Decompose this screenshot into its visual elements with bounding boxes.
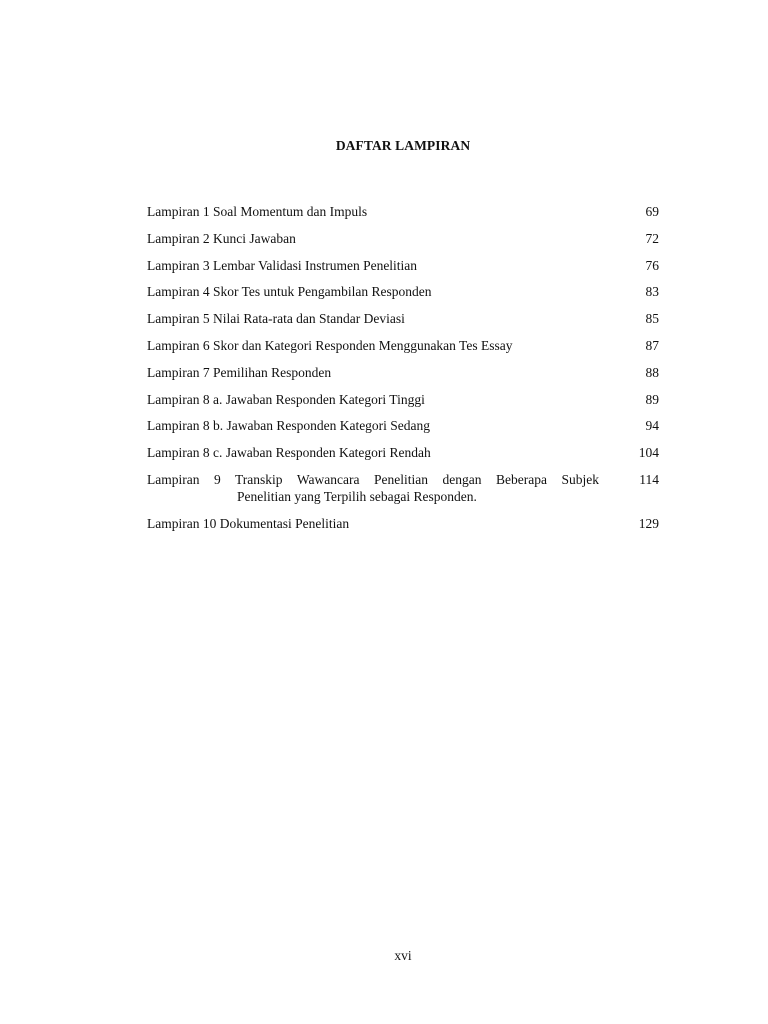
list-item (147, 310, 659, 327)
entry-page-number: 76 (645, 257, 659, 273)
entry-label: Lampiran 3 Lembar Validasi Instrumen Penelitian (147, 257, 418, 273)
list-item (147, 364, 659, 381)
entry-page-number: 87 (645, 337, 659, 353)
list-item (147, 471, 659, 505)
entry-label: Lampiran 7 Pemilihan Responden (147, 364, 332, 380)
entry-page-number: 114 (639, 471, 659, 487)
entry-page-number: 94 (645, 418, 659, 434)
list-item (147, 515, 659, 532)
list-item (147, 230, 659, 247)
page-footer-number: xvi (394, 948, 412, 963)
entry-page-number: 129 (638, 515, 659, 531)
entry-label: Lampiran 1 Soal Momentum dan Impuls (147, 204, 368, 219)
list-item (147, 417, 659, 434)
entry-label: Lampiran 6 Skor dan Kategori Responden Menggunakan Tes Essay (147, 337, 513, 353)
entry-label: Lampiran 4 Skor Tes untuk Pengambilan Responden (147, 284, 432, 300)
entry-label: Lampiran 10 Dokumentasi Penelitian (147, 515, 350, 531)
appendix-list (147, 203, 659, 542)
entry-page-number: 83 (645, 284, 659, 300)
entry-page-number: 85 (645, 311, 659, 327)
list-item (147, 391, 659, 408)
entry-label: Lampiran 8 b. Jawaban Responden Kategori Sedang (147, 418, 431, 434)
entry-page-number: 104 (638, 445, 659, 461)
entry-label: Lampiran 2 Kunci Jawaban (147, 230, 296, 246)
list-item (147, 444, 659, 461)
entry-label-line-2: Penelitian yang Terpilih sebagai Responden. (237, 488, 477, 504)
list-item (147, 283, 659, 300)
entry-page-number: 69 (645, 204, 659, 219)
list-item (147, 203, 659, 220)
entry-label-multiline (147, 471, 619, 505)
list-item (147, 337, 659, 354)
entry-page-number: 88 (645, 364, 659, 380)
entry-label: Lampiran 8 c. Jawaban Responden Kategori Rendah (147, 445, 431, 461)
entry-label: Lampiran 5 Nilai Rata-rata dan Standar Deviasi (147, 311, 405, 327)
entry-label: Lampiran 8 a. Jawaban Responden Kategori Tinggi (147, 391, 425, 407)
page-title: DAFTAR LAMPIRAN (335, 138, 471, 153)
list-item (147, 257, 659, 274)
entry-label-line-1: Lampiran 9 Transkip Wawancara Penelitian dengan Beberapa Subjek (147, 471, 599, 487)
entry-page-number: 89 (645, 391, 659, 407)
entry-page-number: 72 (645, 230, 659, 246)
